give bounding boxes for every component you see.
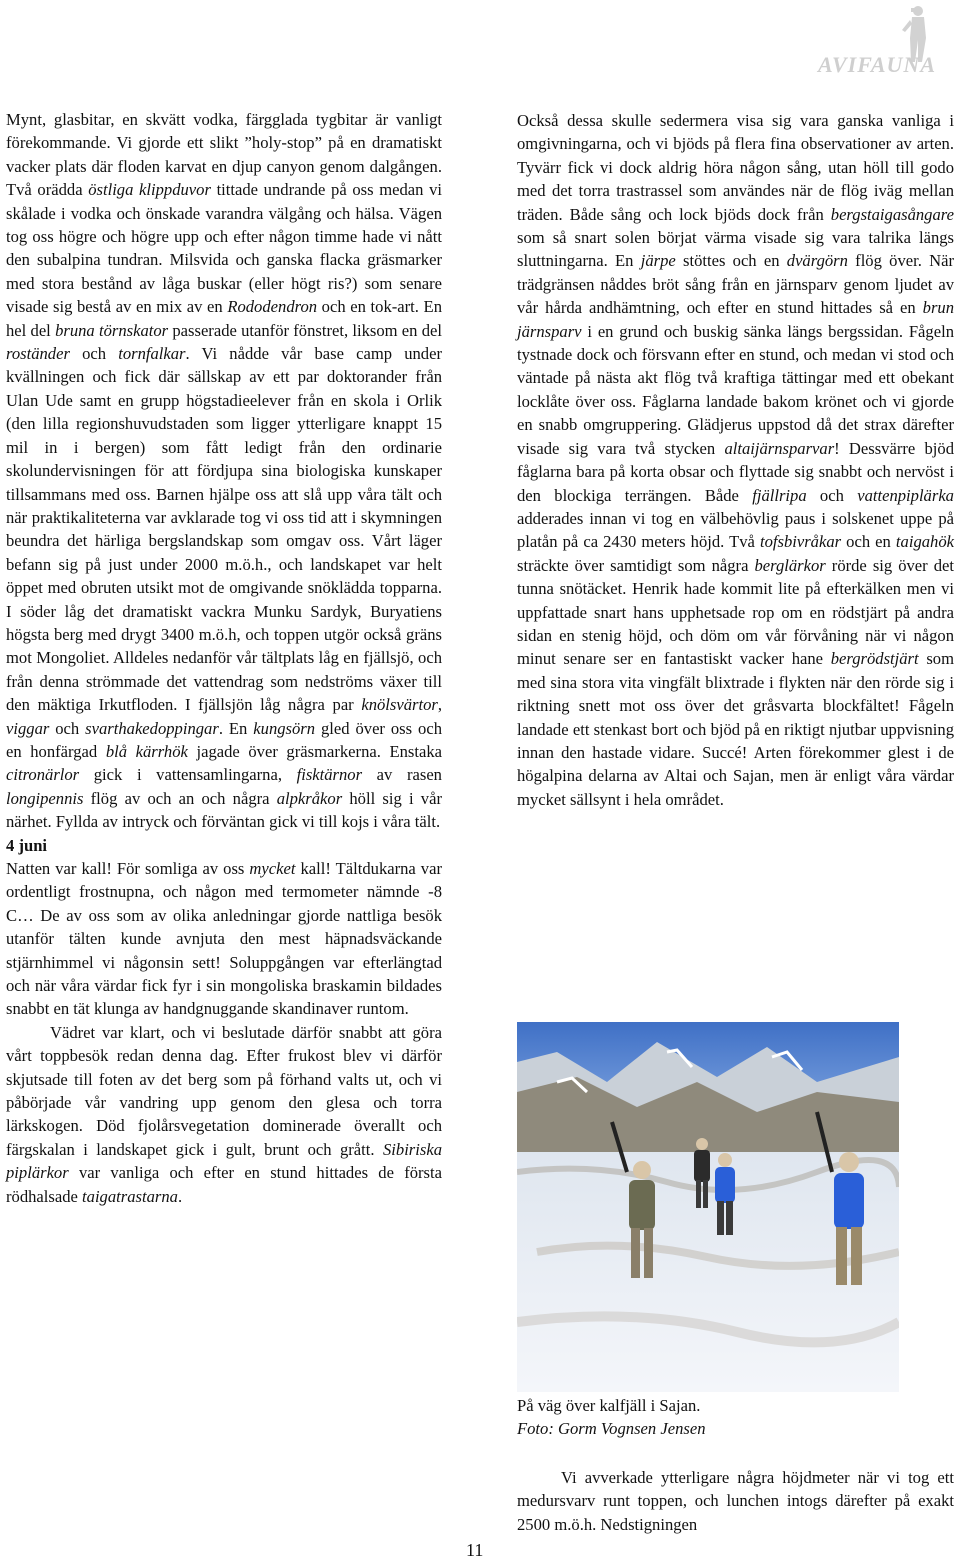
- species-name: brun järnsparv: [517, 298, 954, 341]
- species-name: tornfalkar: [118, 344, 186, 364]
- page-number: 11: [466, 1540, 484, 1560]
- right-paragraph-2: Vi avverkade ytterligare några höjdmeter när vi tog ett medursvarv runt toppen, och lunchen intogs därefter på exakt 2500 m.ö.h. Nedstigningen: [517, 1468, 954, 1534]
- species-name: bergrödstjärt: [830, 649, 919, 669]
- left-paragraph-1: Mynt, glasbitar, en skvätt vodka, färgglada tygbitar är vanligt förekommande. Vi gjorde ett slikt ”holy-stop” på en dramatiskt vacker plats där floden karvat en djup canyon genom dalgången. Två orädda östliga klippduvor tittade undrande på oss medan vi skålade i vodka och önskade varandra välgång och hälsa. Vägen tog oss högre och högre upp och efter någon timme hade vi nått den subalpina tundran. Milsvida och ganska flacka gräsmarker med stora bestånd av låga buskar (eller högt ris?) som senare visade sig bestå av en mix av en Rododendron och en tok-art. En hel del bruna törnskator passerade utanför fönstret, liksom en del roständer och tornfalkar. Vi nådde vår base camp under kvällningen och fick där sällskap av ett par doktorander från Ulan Ude samt en grupp högstadieelever från en skola i Orlik (den lilla regionshuvudstaden som ligger ytterligare knappt 15 mil in i bergen) som fått ledigt från den ordinarie skolundervisningen för att fördjupa sina biologiska kunskaper tillsammans med oss. Barnen hjälpe oss att slå upp våra tält och när praktikaliteterna var avklarade tog vi oss tid att i skymningen beundra det härliga bergslandskap som omgav oss. Vårt läger befann sig på just under 2000 m.ö.h., och landskapet var helt öppet med obruten utsikt mot de omgivande snöklädda topparna. I söder låg det dramatiskt vackra Munku Sardyk, Buryatiens högsta berg med drygt 3400 m.ö.h, och toppen utgör också gräns mot Mongoliet. Alldeles nedanför vår tältplats låg en fjällsjö, och från denna strömmade det vattendrag som nedströms växer till den mäktiga Irkutfloden. I fjällsjön låg några par knölsvärtor, viggar och svarthakedoppingar. En kungsörn gled över oss och en honfärgad blå kärrhök jagade över gräsmarkerna. Enstaka citronärlor gick i vattensamlingarna, fisktärnor av rasen longipennis flög av och an och några alpkråkor höll sig i vår närhet. Fyllda av intryck och förväntan gick vi till kojs i våra tält.: [6, 110, 442, 832]
- species-name: roständer: [6, 344, 70, 364]
- species-name: fisktärnor: [296, 765, 363, 785]
- species-name: järpe: [640, 251, 676, 271]
- left-column: [6, 108, 442, 1208]
- species-name: bruna törnskator: [55, 320, 169, 340]
- species-name: kungsörn: [253, 718, 316, 738]
- species-name: fjällripa: [752, 485, 807, 505]
- species-name: Sibiriska piplärkor: [6, 1139, 442, 1183]
- species-name: mycket: [249, 859, 296, 878]
- hikers-photo: [517, 1022, 899, 1392]
- species-name: altaijärnsparvar: [724, 438, 835, 458]
- logo-text: AVIFAUNA: [817, 52, 936, 77]
- species-name: viggar: [6, 718, 50, 738]
- species-name: blå kärrhök: [105, 741, 188, 761]
- right-column: [517, 109, 954, 811]
- species-name: citronärlor: [6, 765, 80, 785]
- photo-credit: Foto: Gorm Vognsen Jensen: [517, 1419, 706, 1439]
- species-name: knölsvärtor: [361, 695, 438, 715]
- species-name: dvärgörn: [786, 251, 848, 271]
- species-name: berglärkor: [754, 555, 826, 575]
- species-name: vattenpiplärka: [857, 485, 954, 505]
- left-paragraph-3: Vädret var klart, och vi beslutade därför snabbt att göra vårt toppbesök redan denna dag. Efter frukost blev vi därför skjutsade till foten av det berg som på förhand valts ut, och vi påbörjade vår vandring upp genom den glesa och torra lärkskogen. Död fjolårsvegetation dominerade överallt och färgskalan i landskapet gick i gult, brunt och grått. Sibiriska piplärkor var vanliga och efter en stund hittades de första rödhalsade taigatrastarna.: [6, 1022, 442, 1206]
- right-column-continued: [517, 1466, 954, 1536]
- section-heading: 4 juni: [6, 835, 48, 855]
- species-name: longipennis: [6, 788, 84, 808]
- species-name: östliga klippduvor: [88, 180, 211, 200]
- species-name: svarthakedoppingar: [85, 718, 219, 738]
- species-name: tofsbivråkar: [759, 532, 842, 552]
- right-paragraph-1: Också dessa skulle sedermera visa sig vara ganska vanliga i omgivningarna, och vi bjöds på flera fina observationer av arten. Tyvärr fick vi dock aldrig höra någon sång, utan höll till godo med det torra trastrassel som användes när de flög iväg mellan träden. Både sång och lock bjöds dock från bergstaigasångare som så snart solen börjat värma visade sig vara talrika längs sluttningarna. En järpe stöttes och en dvärgörn flög över. När trädgränsen nåddes bröt sång från en järnsparv genom ljudet av vår hårda andhämtning, och efter en stund hittades så en brun järnsparv i en grund och buskig sänka längs bergssidan. Fågeln tystnade dock och försvann efter en stund, och medan vi stod och väntade på nästa akt flög två kraftiga tättingar med ett obekant locklåte över oss. Fåglarna landade bakom krönet och vi gjorde en snabb omgruppering. Glädjerus uppstod då det strax därefter visade sig vara två stycken altaijärnsparvar! Dessvärre bjöd fåglarna bara på korta obsar och flyttade sig snabbt och nervöst i den blockiga terrängen. Både fjällripa och vattenpiplärka adderades innan vi tog en välbehövlig paus i solskenet uppe på platån på ca 2430 meters höjd. Två tofsbivråkar och en taigahök sträckte över samtidigt som några berglärkor rörde sig över det tunna snötäcket. Henrik hade kommit lite på efterkälken men vi uppfattade snart hans upphetsade rop om en rödstjärt på andra sidan en stenig höjd, och döm om vår förvåning när vi någon minut senare ser en fantastiskt vacker hane bergrödstjärt som med sina stora vita vingfält blixtrade i flykten när den rörde sig i riktning snett mot oss över det gråsvarta blockfältet! Fågeln landade ett stenkast bort och bjöd på en riktigt njutbar uppvisning innan den hastade vidare. Succé! Arten förekommer glest i de högalpina delarna av Altai och Sajan, men är enligt våra värdar mycket sällsynt i hela området.: [517, 111, 954, 809]
- species-name: Rododendron: [227, 297, 318, 317]
- species-name: taigatrastarna: [82, 1186, 178, 1206]
- species-name: alpkråkor: [276, 788, 343, 808]
- photo-caption-block: [517, 1394, 917, 1441]
- species-name: taigahök: [895, 532, 954, 552]
- photo-caption: På väg över kalfjäll i Sajan.: [517, 1396, 701, 1415]
- species-name: bergstaigasångare: [830, 204, 954, 224]
- left-paragraph-2: Natten var kall! För somliga av oss mycket kall! Tältdukarna var ordentligt frostnupna, och någon med termometer nämnde -8 C… De av oss som av olika anledningar gjorde nattliga besök utanför tälten kunde avnjuta den mest häpnadsväckande stjärnhimmel vi någonsin sett! Soluppgången var efterlängtad och när våra värdar fick fyr i sin mongoliska braskamin bildades snabbt en tät klunga av handgnuggande skandinaver runtom.: [6, 859, 442, 1019]
- avifauna-logo: [706, 4, 936, 84]
